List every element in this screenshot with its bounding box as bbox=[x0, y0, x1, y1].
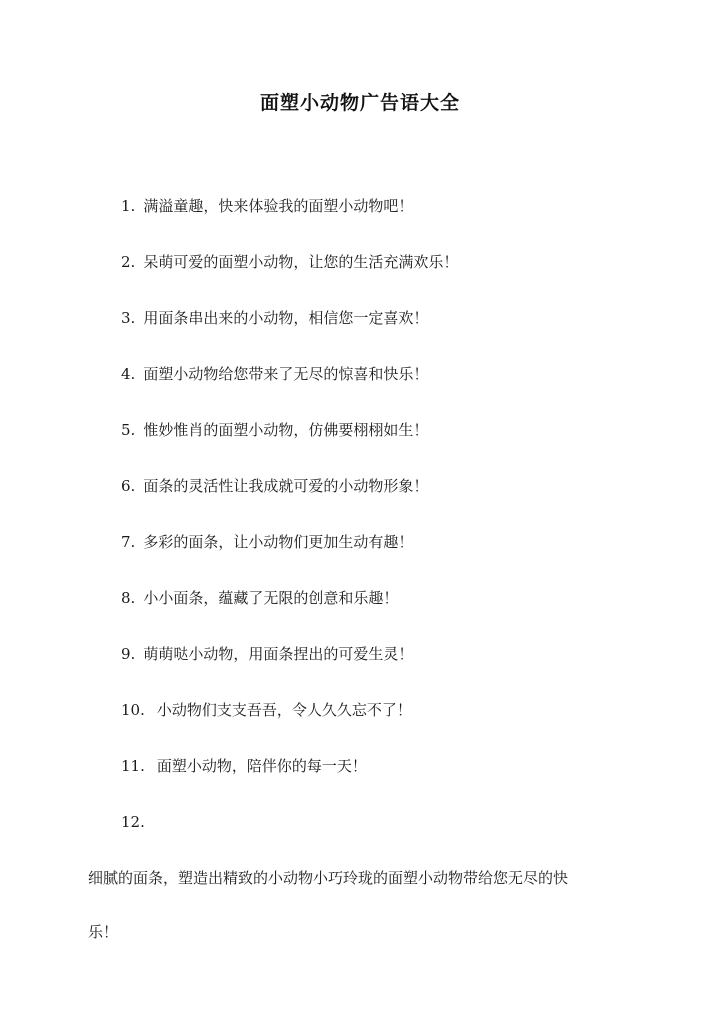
item-text: 面条的灵活性让我成就可爱的小动物形象！ bbox=[143, 477, 429, 495]
list-item bbox=[121, 476, 681, 532]
item-text: 面塑小动物给您带来了无尽的惊喜和快乐！ bbox=[143, 365, 429, 383]
item-number: 4. bbox=[121, 365, 136, 383]
list-item bbox=[121, 364, 681, 420]
item-number: 3. bbox=[121, 309, 136, 327]
list-item bbox=[121, 588, 681, 644]
item-number: 9. bbox=[121, 645, 136, 663]
item-text: 惟妙惟肖的面塑小动物，仿佛要栩栩如生！ bbox=[143, 421, 429, 439]
list-item bbox=[121, 532, 681, 588]
item-12-text bbox=[88, 851, 648, 959]
slogan-list bbox=[121, 196, 681, 842]
item-text: 满溢童趣，快来体验我的面塑小动物吧！ bbox=[143, 197, 414, 215]
list-item bbox=[121, 700, 681, 756]
item-number: 11. bbox=[121, 757, 145, 775]
item-text: 小动物们支支吾吾，令人久久忘不了！ bbox=[156, 701, 412, 719]
page-title: 面塑小动物广告语大全 bbox=[259, 92, 460, 114]
item-number: 5. bbox=[121, 421, 136, 439]
item-text: 面塑小动物，陪伴你的每一天！ bbox=[156, 757, 367, 775]
item-number: 8. bbox=[121, 589, 136, 607]
item-number: 7. bbox=[121, 533, 136, 551]
item-text: 用面条串出来的小动物，相信您一定喜欢！ bbox=[143, 309, 429, 327]
item-text: 小小面条，蕴藏了无限的创意和乐趣！ bbox=[143, 589, 399, 607]
list-item bbox=[121, 196, 681, 252]
item-number: 10. bbox=[121, 701, 145, 719]
list-item bbox=[121, 252, 681, 308]
list-item bbox=[121, 644, 681, 700]
item-text: 萌萌哒小动物，用面条捏出的可爱生灵！ bbox=[143, 645, 414, 663]
item-number: 2. bbox=[121, 253, 136, 271]
item-12-line-2: 乐！ bbox=[88, 923, 119, 941]
list-item bbox=[121, 420, 681, 476]
item-text: 多彩的面条，让小动物们更加生动有趣！ bbox=[143, 533, 414, 551]
item-text: 呆萌可爱的面塑小动物，让您的生活充满欢乐！ bbox=[143, 253, 459, 271]
item-12-line-1: 细腻的面条，塑造出精致的小动物小巧玲珑的面塑小动物带给您无尽的快 bbox=[88, 869, 569, 887]
list-item bbox=[121, 812, 681, 842]
item-number: 6. bbox=[121, 477, 136, 495]
list-item bbox=[121, 756, 681, 812]
list-item bbox=[121, 308, 681, 364]
item-number: 1. bbox=[121, 197, 136, 215]
item-number: 12. bbox=[121, 813, 145, 831]
